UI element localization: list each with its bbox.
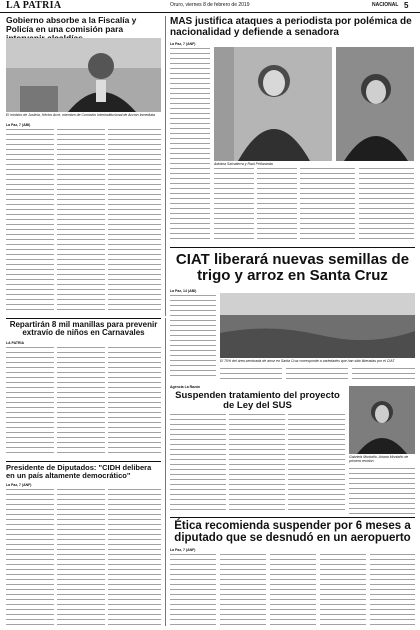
article-etica-body-col2	[220, 554, 266, 626]
article-sus-byline: Agencia La Razón	[170, 385, 201, 389]
article-manillas-body-col3	[108, 347, 161, 457]
article-cidh-rule	[6, 461, 161, 462]
photo-deputy-art	[349, 386, 415, 454]
article-comision-title: Gobierno absorbe a la Fiscalía y Policía en una comisión para	[6, 15, 137, 34]
article-etica-body-col1	[170, 554, 216, 626]
photo-rice-field	[220, 293, 415, 358]
article-cidh-title: Presidente de Diputados: "CIDH delibera en un país altamente democrático"	[6, 463, 152, 480]
article-etica-rule	[170, 517, 415, 518]
photo-senator	[214, 47, 332, 161]
article-mas-body-col4	[300, 168, 355, 243]
photo-senator-caption: Adriana Salvatierra y Raúl Peñaranda	[214, 162, 273, 166]
article-cidh-body-col3	[108, 489, 161, 625]
article-manillas-body-col2	[57, 347, 105, 457]
article-manillas-title: Repartirán 8 mil manillas para prevenir extravío de niños en Carnavales	[9, 320, 158, 338]
article-mas-byline: La Paz, 7 (ANF)	[170, 42, 196, 46]
article-semillas-body-col2	[220, 368, 282, 380]
article-manillas-rule	[6, 318, 161, 319]
article-manillas-body-col1	[6, 347, 54, 457]
article-cidh-byline: La Paz, 7 (ANF)	[6, 483, 32, 487]
article-cidh-body-col1	[6, 489, 54, 625]
article-comision-body-col2	[57, 129, 105, 314]
newspaper-logo: LA PATRIA	[6, 0, 62, 11]
photo-deputy	[349, 386, 415, 454]
photo-minister-caption: El ministro de Justicia, Héctor Arce, miembro de Comisión Interinstitucional de Acción Inmediata	[6, 113, 155, 117]
article-comision-body-col1	[6, 129, 54, 314]
page-number: 5	[404, 1, 409, 10]
article-comision-byline: La Paz, 7 (ABI)	[6, 123, 31, 127]
article-semillas-rule	[170, 247, 415, 248]
section-name: NACIONAL	[372, 2, 399, 8]
article-cidh-body-col2	[57, 489, 105, 625]
article-sus-body-col4	[349, 468, 415, 514]
article-mas-body-col3	[257, 168, 297, 243]
article-semillas-body-col1	[170, 295, 216, 380]
article-mas-title: MAS justifica ataques a periodista por polémica de nacionalidad y defiende a senadora	[170, 16, 412, 38]
photo-senator-art	[214, 47, 332, 161]
photo-minister	[6, 38, 161, 112]
column-divider	[165, 16, 166, 316]
photo-rice-field-art	[220, 293, 415, 358]
edition-date: Oruro, viernes 8 de febrero de 2019	[170, 2, 250, 8]
article-manillas-byline: LA PATRIA	[6, 341, 25, 345]
article-sus-body-col3	[288, 414, 345, 514]
photo-journalist	[336, 47, 414, 161]
article-semillas-title: CIAT liberará nuevas semillas de trigo y arroz en Santa Cruz	[175, 251, 410, 284]
photo-deputy-caption: Gabriela Montaño, Ariana Montaño de primera reunión	[349, 455, 409, 463]
article-etica-body-col4	[320, 554, 366, 626]
photo-rice-caption: El 70% del área sembrada de arroz en Santa Cruz corresponde a variedades que han sido liberadas por el CIAT	[220, 359, 395, 363]
photo-journalist-art	[336, 47, 414, 161]
article-etica-body-col5	[370, 554, 415, 626]
article-sus-body-col1	[170, 414, 226, 514]
article-comision-body-col3	[108, 129, 161, 314]
article-semillas-body-col3	[286, 368, 348, 380]
article-mas-body-col2	[214, 168, 254, 243]
article-semillas-byline: La Paz, 14 (ABI)	[170, 289, 197, 293]
article-etica-body-col3	[270, 554, 316, 626]
article-semillas-body-col4	[352, 368, 415, 380]
article-etica-title: Ética recomienda suspender por 6 meses a diputado que se desnudó en un aeropuerto	[174, 520, 411, 545]
article-etica-byline: La Paz, 7 (ANF)	[170, 548, 196, 552]
article-sus-body-col2	[229, 414, 285, 514]
article-mas-body-col5	[359, 168, 414, 243]
photo-minister-art	[6, 38, 161, 112]
column-divider-lower	[165, 318, 166, 626]
article-sus-title: Suspenden tratamiento del proyecto de Ley del SUS	[175, 390, 340, 411]
article-mas-body-col1	[170, 48, 210, 243]
